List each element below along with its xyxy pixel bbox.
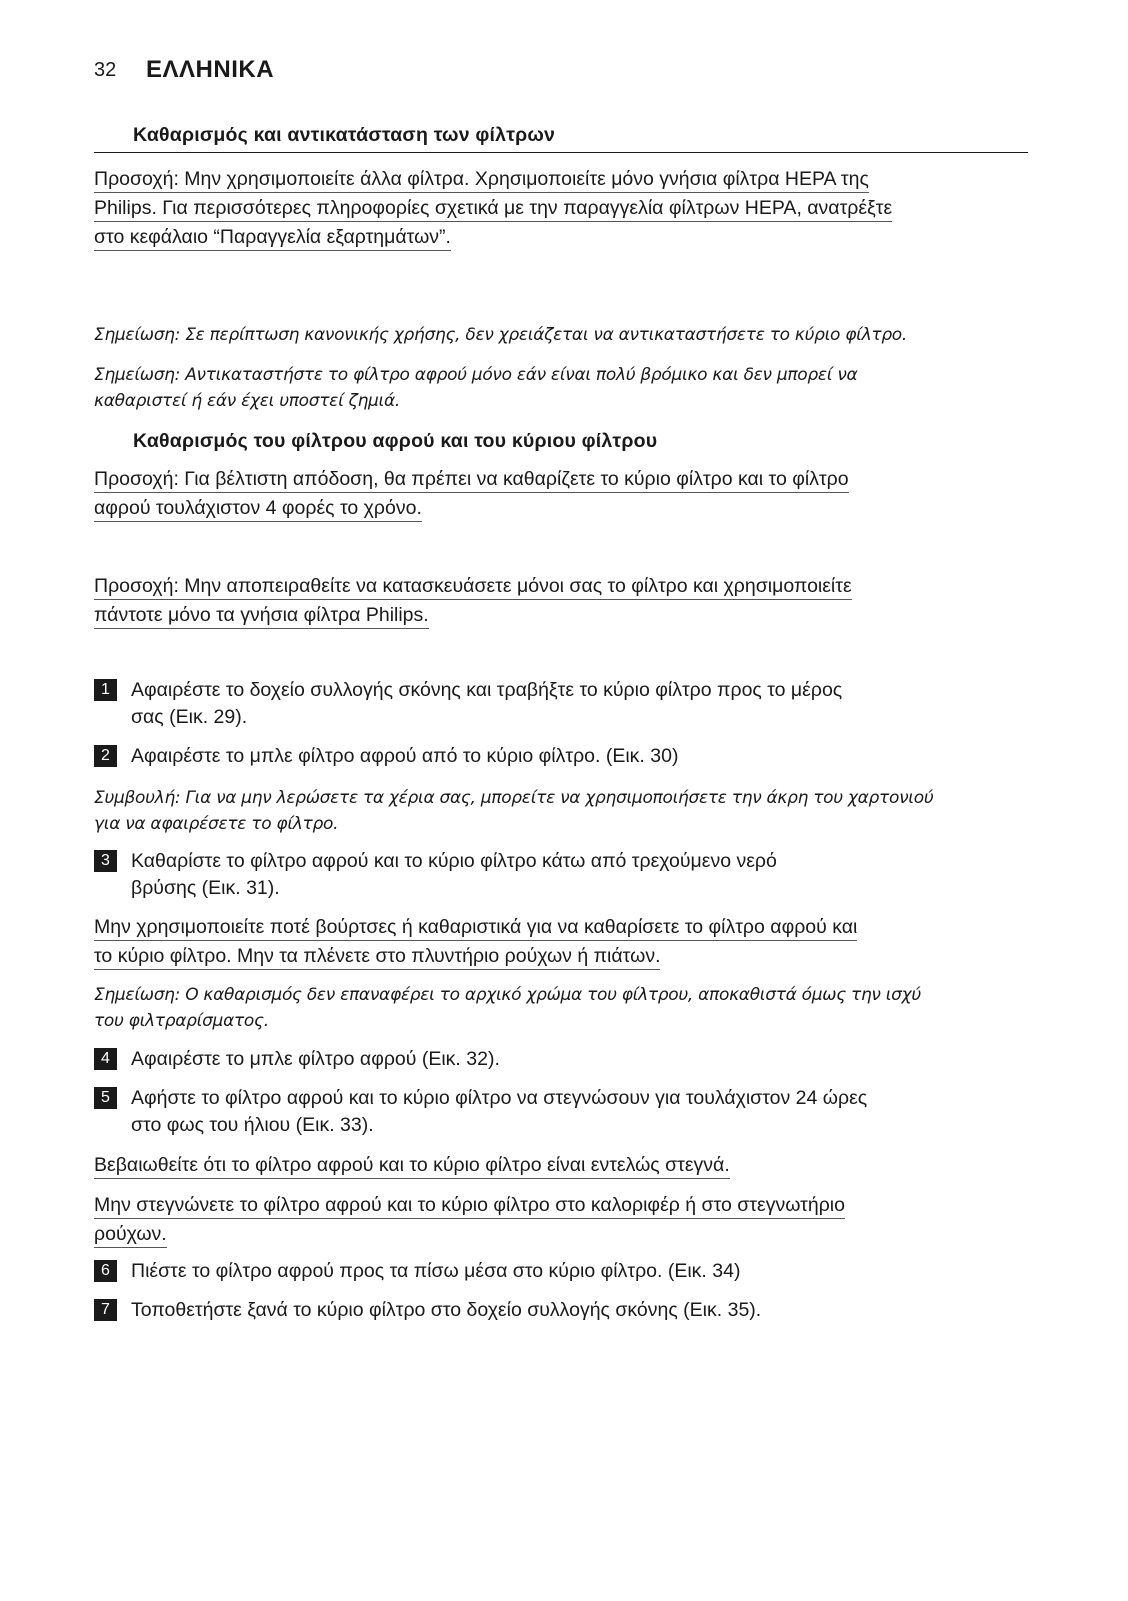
note-color [94, 982, 921, 1034]
step-number: 5 [94, 1087, 117, 1109]
caution-cleaning-frequency [94, 466, 849, 522]
caution-original-filters [94, 573, 852, 629]
warning-line: το κύριο φίλτρο. Μην τα πλένετε στο πλυντήριο ρούχων ή πιάτων. [94, 945, 660, 970]
step-text: Αφαιρέστε το μπλε φίλτρο αφρού από το κύριο φίλτρο. (Εικ. 30) [131, 745, 679, 767]
step-text: βρύσης (Εικ. 31). [131, 877, 280, 899]
step-text: σας (Εικ. 29). [131, 706, 248, 728]
step-text: Πιέστε το φίλτρο αφρού προς τα πίσω μέσα στο κύριο φίλτρο. (Εικ. 34) [131, 1260, 741, 1282]
note-line: του φιλτραρίσματος. [94, 1011, 269, 1031]
page-number: 32 [94, 59, 117, 81]
caution-line: Προσοχή: Μην χρησιμοποιείτε άλλα φίλτρα. Χρησιμοποιείτε μόνο γνήσια φίλτρα HEPA της [94, 168, 869, 193]
caution-line: πάντοτε μόνο τα γνήσια φίλτρα Philips. [94, 604, 429, 629]
step-text: Αφήστε το φίλτρο αφρού και το κύριο φίλτρο να στεγνώσουν για τουλάχιστον 24 ώρες [131, 1087, 868, 1109]
section-divider [94, 152, 1028, 153]
step-number: 2 [94, 745, 117, 767]
tip-line: Συμβουλή: Για να μην λερώσετε τα χέρια σας, μπορείτε να χρησιμοποιήσετε την άκρη του χαρτονιού [94, 788, 934, 808]
step-text: Τοποθετήστε ξανά το κύριο φίλτρο στο δοχείο συλλογής σκόνης (Εικ. 35). [131, 1299, 762, 1321]
step-text: Καθαρίστε το φίλτρο αφρού και το κύριο φίλτρο κάτω από τρεχούμενο νερό [131, 850, 777, 872]
warning-line: ρούχων. [94, 1223, 167, 1248]
section-heading-cleaning: Καθαρισμός του φίλτρου αφρού και του κύριου φίλτρου [133, 430, 658, 452]
language-title: ΕΛΛΗΝΙΚΑ [146, 56, 275, 83]
caution-hepa [94, 166, 892, 251]
caution-line: αφρού τουλάχιστον 4 φορές το χρόνο. [94, 497, 422, 522]
tip-line: για να αφαιρέσετε το φίλτρο. [94, 814, 339, 834]
warning-line: Μην χρησιμοποιείτε ποτέ βούρτσες ή καθαριστικά για να καθαρίσετε το φίλτρο αφρού και [94, 916, 857, 941]
caution-line: Προσοχή: Μην αποπειραθείτε να κατασκευάσετε μόνοι σας το φίλτρο και χρησιμοποιείτε [94, 575, 852, 600]
step-number: 1 [94, 679, 117, 701]
caution-line: Προσοχή: Για βέλτιστη απόδοση, θα πρέπει να καθαρίζετε το κύριο φίλτρο και το φίλτρο [94, 468, 849, 493]
step-number: 7 [94, 1299, 117, 1321]
caution-line: στο κεφάλαιο “Παραγγελία εξαρτημάτων”. [94, 226, 451, 251]
note-line: καθαριστεί ή εάν έχει υποστεί ζημιά. [94, 391, 401, 411]
step-text: στο φως του ήλιου (Εικ. 33). [131, 1114, 374, 1136]
step-number: 3 [94, 850, 117, 872]
tip-cardboard [94, 785, 933, 837]
step-number: 6 [94, 1260, 117, 1282]
section-heading-filters: Καθαρισμός και αντικατάσταση των φίλτρων [133, 124, 556, 146]
warning-line: Μην στεγνώνετε το φίλτρο αφρού και το κύριο φίλτρο στο καλοριφέρ ή στο στεγνωτήριο [94, 1194, 845, 1219]
note-line: Σημείωση: Αντικαταστήστε το φίλτρο αφρού μόνο εάν είναι πολύ βρόμικο και δεν μπορεί να [94, 365, 858, 385]
step-text: Αφαιρέστε το μπλε φίλτρο αφρού (Εικ. 32). [131, 1048, 500, 1070]
note-main-filter: Σημείωση: Σε περίπτωση κανονικής χρήσης, δεν χρειάζεται να αντικαταστήσετε το κύριο φίλτρο. [94, 325, 908, 345]
note-foam-filter [94, 362, 857, 414]
caution-fully-dry [94, 1152, 730, 1179]
warning-no-radiator [94, 1192, 845, 1248]
caution-line: Βεβαιωθείτε ότι το φίλτρο αφρού και το κύριο φίλτρο είναι εντελώς στεγνά. [94, 1154, 730, 1179]
warning-no-brushes [94, 914, 857, 970]
step-text: Αφαιρέστε το δοχείο συλλογής σκόνης και τραβήξτε το κύριο φίλτρο προς το μέρος [131, 679, 843, 701]
note-line: Σημείωση: Ο καθαρισμός δεν επαναφέρει το αρχικό χρώμα του φίλτρου, αποκαθιστά όμως την ισχύ [94, 985, 921, 1005]
step-number: 4 [94, 1048, 117, 1070]
caution-line: Philips. Για περισσότερες πληροφορίες σχετικά με την παραγγελία φίλτρων HEPA, ανατρέξτε [94, 197, 892, 222]
